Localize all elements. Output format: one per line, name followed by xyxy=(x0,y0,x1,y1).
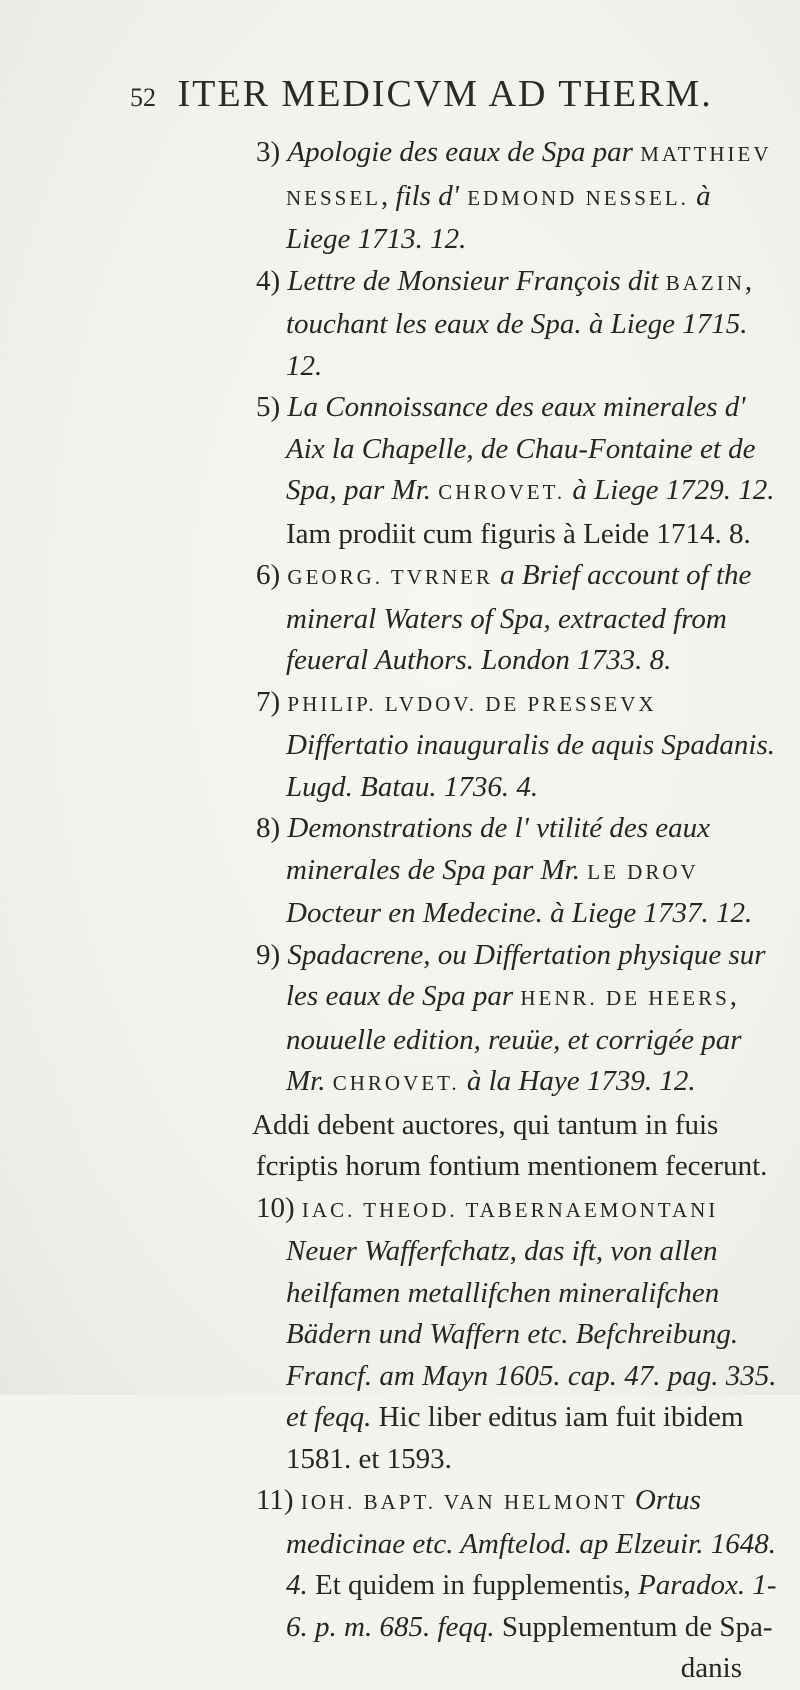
entry-text-segment: à Liege 1729. 12. xyxy=(565,474,775,506)
entry-text-segment: PHILIP. LVDOV. DE PRESSEVX xyxy=(287,691,657,716)
entry-text-segment: LE DROV xyxy=(587,859,699,884)
entries-list-continued xyxy=(248,1188,778,1649)
paragraph-note: Addi debent auctores, qui tantum in fuis fcriptis horum fontium mentionem fecerunt. xyxy=(252,1108,768,1182)
bibliography-entry xyxy=(248,1188,778,1481)
entry-text-segment: Demonstrations de l' vtilité des eaux minerales de Spa par Mr. xyxy=(286,812,711,886)
bibliography-entry xyxy=(248,935,778,1105)
entry-text-segment: Lettre de Monsieur François dit xyxy=(287,264,666,297)
entry-text-segment: IAC. THEOD. TABERNAEMONTANI xyxy=(301,1197,719,1222)
entry-text-segment: nouuelle edition, reuüe, et corrigée par Mr. xyxy=(286,1023,742,1097)
entry-text-segment: , xyxy=(744,264,753,297)
running-header xyxy=(130,72,713,116)
entry-text-segment: Docteur en Medecine. à Liege 1737. 12. xyxy=(286,897,753,929)
catchword: danis xyxy=(680,1652,742,1684)
bibliography-entry xyxy=(248,682,778,809)
entry-number: 3) xyxy=(256,136,281,168)
bibliography-entry xyxy=(248,808,778,935)
entry-number: 6) xyxy=(256,559,281,591)
entries-list xyxy=(248,132,778,1105)
entry-text-segment: a Brief account of the mineral Waters of Spa, extracted from feueral Authors. London 1733. 8. xyxy=(286,559,752,676)
main-text xyxy=(248,132,778,1690)
entry-text-segment: Ortus medicinae etc. Amftelod. ap Elzeuir. 1648. 4. xyxy=(286,1484,776,1601)
entry-text-segment: Iam prodiit cum figuris à Leide 1714. 8. xyxy=(286,517,751,550)
entry-text-segment: HENR. DE HEERS xyxy=(520,986,730,1010)
bibliography-entry xyxy=(248,387,778,555)
entry-text-segment: IOH. BAPT. VAN HELMONT xyxy=(300,1490,628,1514)
entry-text-segment: Et quidem in fupplementis, xyxy=(307,1569,638,1601)
entry-text-segment: touchant les eaux de Spa. à Liege 1715. 12. xyxy=(286,308,748,382)
entry-text-segment: MATTHIEV NESSEL xyxy=(286,142,772,210)
entry-text-segment: CHROVET. xyxy=(332,1071,460,1095)
entry-text-segment: Apologie des eaux de Spa par xyxy=(287,136,641,168)
entry-text-segment: BAZIN xyxy=(665,270,745,295)
entry-number: 7) xyxy=(256,685,281,718)
entry-text-segment: Differtatio inauguralis de aquis Spadanis. Lugd. Batau. 1736. 4. xyxy=(286,729,775,803)
entry-text-segment: Paradox. 1-6. p. m. 685. feqq. xyxy=(286,1569,777,1643)
entry-number: 10) xyxy=(256,1191,295,1224)
running-title: ITER MEDICVM AD THERM. xyxy=(177,73,713,115)
entry-text-segment: GEORG. TVRNER xyxy=(287,565,493,589)
bibliography-entry xyxy=(248,261,778,388)
bibliography-entry xyxy=(248,132,778,261)
entry-number: 5) xyxy=(256,391,281,423)
entry-text-segment: à la Haye 1739. 12. xyxy=(459,1065,696,1097)
entry-number: 11) xyxy=(256,1484,294,1516)
entry-text-segment: Neuer Wafferfchatz, das ift, von allen heilfamen metallifchen mineralifchen Bädern und Waffern etc. Befchreibung. Francf. am Mayn 1605. cap. 47. pag. 335. et feqq. xyxy=(286,1235,777,1433)
entry-text-segment: Supplementum de Spa- xyxy=(494,1610,773,1643)
bibliography-entry xyxy=(248,555,778,682)
entry-text-segment: CHROVET. xyxy=(438,480,566,504)
entry-text-segment: à Liege 1713. 12. xyxy=(286,179,711,255)
entry-text-segment: , xyxy=(729,980,738,1012)
entry-text-segment: fils d' xyxy=(395,179,459,212)
entry-text-segment: Spadacrene, ou Differtation physique sur les eaux de Spa par xyxy=(286,938,766,1012)
entry-number: 8) xyxy=(256,812,281,844)
entry-text-segment: La Connoissance des eaux minerales d' Aix la Chapelle, de Chau-Fontaine et de Spa, par Mr. xyxy=(286,391,756,506)
entry-number: 9) xyxy=(256,938,281,971)
page-number: 52 xyxy=(130,83,156,112)
bibliography-entry xyxy=(248,1480,778,1648)
entry-text-segment: Hic liber editus iam fuit ibidem 1581. et 1593. xyxy=(286,1401,744,1475)
entry-number: 4) xyxy=(256,264,281,297)
entry-text-segment: , xyxy=(381,179,396,212)
entry-text-segment: EDMOND NESSEL. xyxy=(458,185,689,210)
